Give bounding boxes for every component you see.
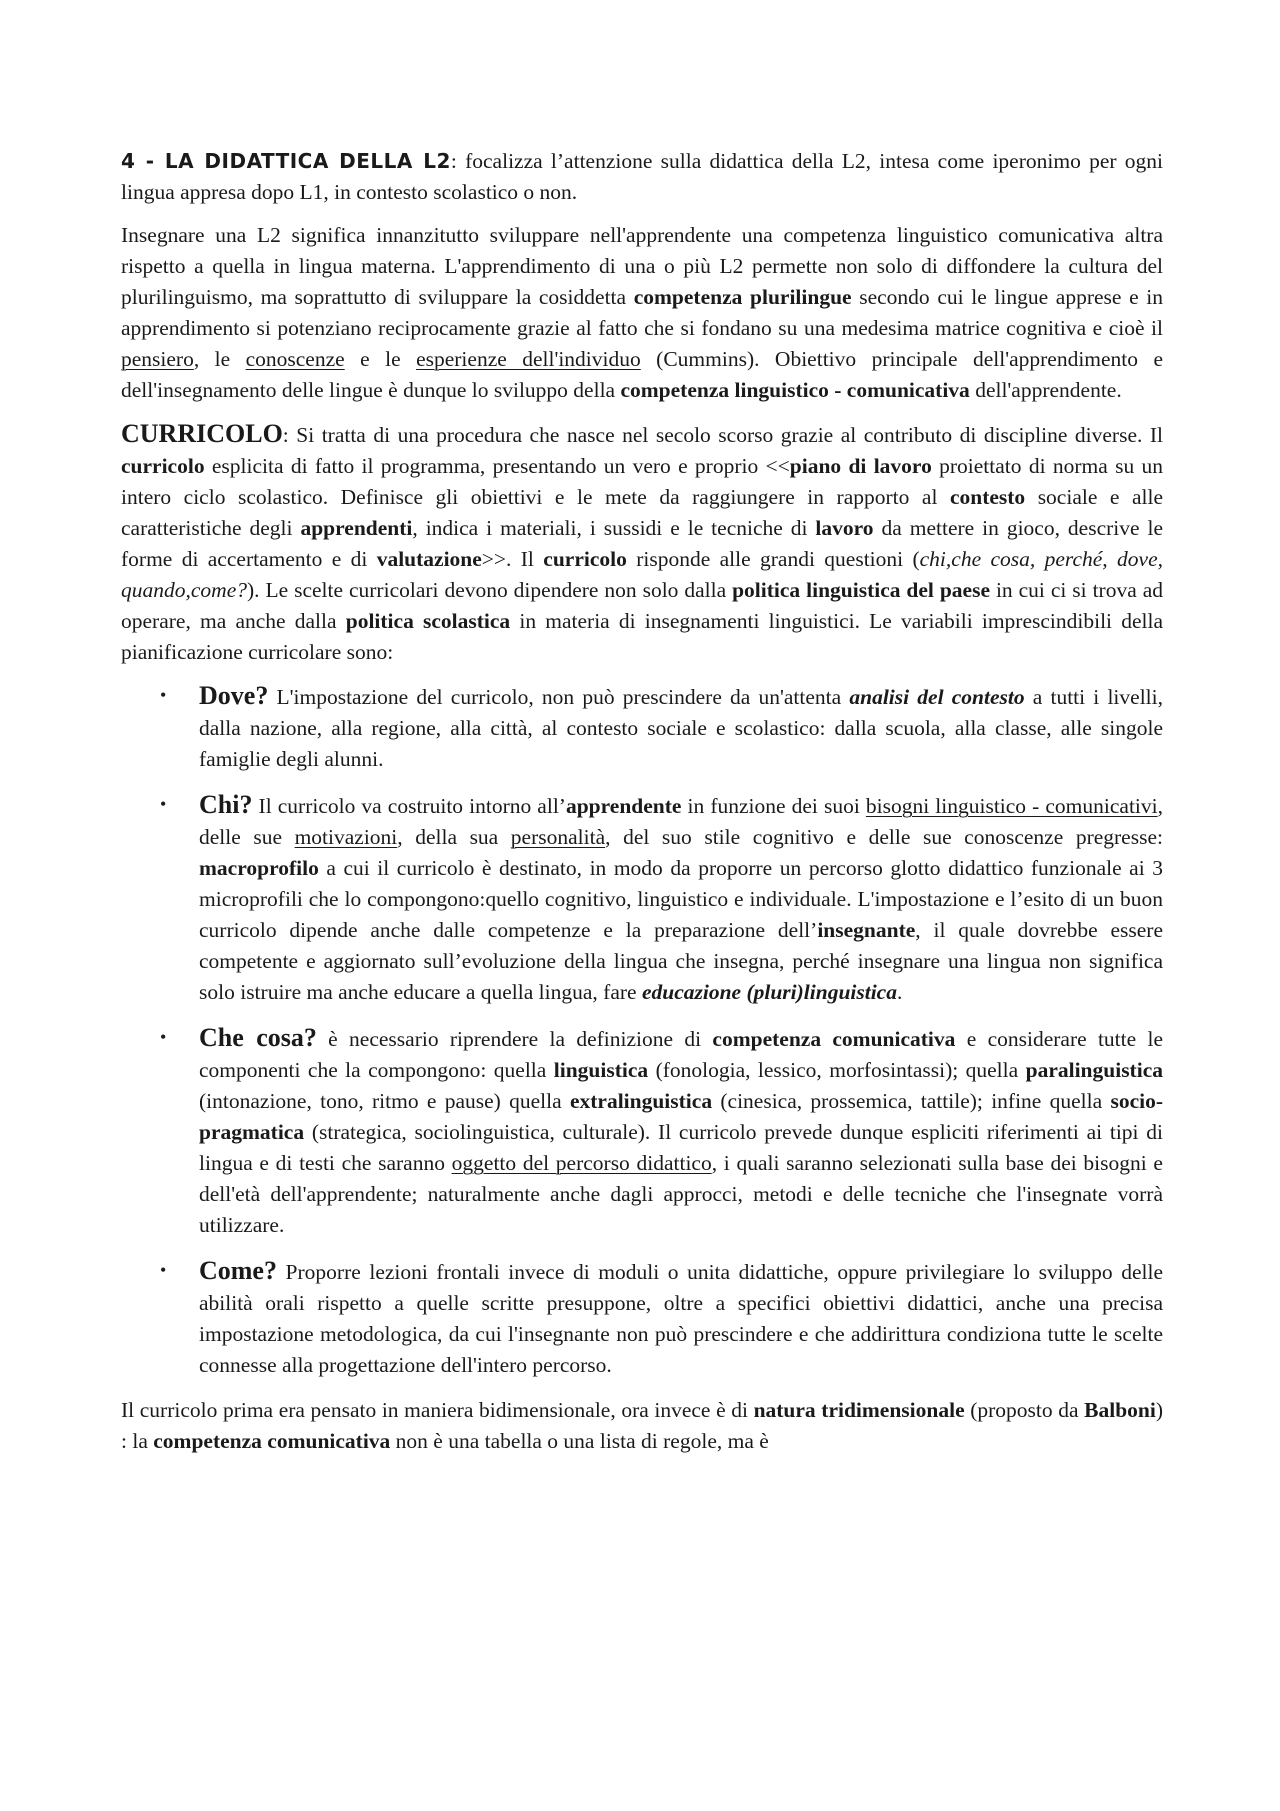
- bold-term: lavoro: [815, 516, 874, 540]
- bold-term: competenza comunicativa: [153, 1429, 391, 1453]
- bold-term: natura tridimensionale: [753, 1398, 965, 1422]
- text-run: L'impostazione del curricolo, non può prescindere da un'attenta: [268, 685, 850, 709]
- variables-list: [121, 680, 1163, 1381]
- italic-term: chi,che cosa, perché, dove, quando,come?: [121, 547, 1164, 602]
- underlined-term: oggetto del percorso didattico: [451, 1151, 712, 1175]
- question-label: Dove?: [199, 681, 269, 710]
- plurilingual-paragraph: [121, 220, 1163, 406]
- underlined-term: motivazioni: [294, 825, 398, 849]
- bold-term: paralinguistica: [1025, 1058, 1163, 1082]
- text-run: da mettere in gioco, descrive le forme di accertamento e di: [121, 516, 1163, 571]
- bold-term: insegnante: [817, 918, 916, 942]
- text-run: Il curricolo va costruito intorno all’: [252, 794, 566, 818]
- bold-term: valutazione: [376, 547, 482, 571]
- list-item-che-cosa: [121, 1022, 1163, 1241]
- bold-italic-term: analisi del contesto: [849, 685, 1025, 709]
- bold-term: piano di lavoro: [789, 454, 932, 478]
- text-run: Il curricolo prima era pensato in maniera bidimensionale, ora invece è di: [121, 1398, 754, 1422]
- text-run: , indica i materiali, i sussidi e le tecniche di: [412, 516, 816, 540]
- bold-term: curricolo: [121, 454, 205, 478]
- bold-term: macroprofilo: [199, 856, 319, 880]
- text-run: (proposto da: [964, 1398, 1085, 1422]
- document-page: [121, 146, 1163, 1469]
- text-run: (intonazione, tono, ritmo e pause) quella: [199, 1089, 570, 1113]
- bold-term: competenza plurilingue: [633, 285, 852, 309]
- underlined-term: esperienze dell'individuo: [416, 347, 641, 371]
- list-item-dove: [121, 680, 1163, 775]
- text-run: esplicita di fatto il programma, presentando un vero e proprio <<: [204, 454, 790, 478]
- text-run: secondo cui le lingue apprese e in apprendimento si potenziano reciprocamente grazie al fatto che si fondano su una medesima matrice cognitiva e cioè il: [121, 285, 1163, 340]
- underlined-term: personalità: [510, 825, 606, 849]
- bold-term: competenza comunicativa: [712, 1027, 956, 1051]
- text-run: (fonologia, lessico, morfosintassi); quella: [648, 1058, 1026, 1082]
- text-run: ) : la: [121, 1398, 1164, 1453]
- bold-term: socio-pragmatica: [199, 1089, 1163, 1144]
- text-run: Proporre lezioni frontali invece di moduli o unita didattiche, oppure privilegiare lo sviluppo delle abilità orali rispetto a quelle scritte presuppone, oltre a specifici obiettivi didattici, anche una precisa impostazione metodologica, da cui l'insegnante non può prescindere e che addirittura condiziona tutte le scelte connesse alla progettazione dell'intero percorso.: [199, 1260, 1163, 1377]
- text-run: , delle sue: [199, 794, 1163, 849]
- section-title: 4 - LA DIDATTICA DELLA L2: [121, 149, 451, 173]
- bold-term: competenza linguistico - comunicativa: [620, 378, 970, 402]
- question-label: Chi?: [199, 790, 253, 819]
- text-run: (strategica, sociolinguistica, culturale). Il curricolo prevede dunque espliciti riferimenti ai tipi di lingua e di testi che saranno: [199, 1120, 1163, 1175]
- bold-italic-term: educazione (pluri)linguistica: [641, 980, 897, 1004]
- text-run: : Si tratta di una procedura che nasce nel secolo scorso grazie al contributo di discipline diverse. Il: [282, 423, 1163, 447]
- intro-text: : focalizza l’attenzione sulla didattica della L2, intesa come iperonimo per ogni lingua appresa dopo L1, in contesto scolastico o non.: [121, 149, 1163, 204]
- text-run: e considerare tutte le componenti che la compongono: quella: [199, 1027, 1164, 1082]
- list-item-come: [121, 1255, 1163, 1381]
- bold-term: apprendenti: [300, 516, 413, 540]
- text-run: >>. Il: [481, 547, 544, 571]
- text-run: in materia di insegnamenti linguistici. Le variabili imprescindibili della pianificazione curricolare sono:: [121, 609, 1163, 664]
- text-run: Insegnare una L2 significa innanzitutto sviluppare nell'apprendente una competenza linguistico comunicativa altra rispetto a quella in lingua materna. L'apprendimento di una o più L2 permette non solo di diffondere la cultura del plurilinguismo, ma soprattutto di sviluppare la cosiddetta: [121, 223, 1163, 309]
- text-run: ). Le scelte curricolari devono dipendere non solo dalla: [247, 578, 733, 602]
- text-run: risponde alle grandi questioni (: [626, 547, 920, 571]
- text-run: proiettato di norma su un intero ciclo scolastico. Definisce gli obiettivi e le mete da raggiungere in rapporto al: [121, 454, 1163, 509]
- text-run: (Cummins). Obiettivo principale dell'apprendimento e dell'insegnamento delle lingue è dunque lo sviluppo della: [121, 347, 1164, 402]
- bold-term: Balboni: [1084, 1398, 1156, 1422]
- text-run: sociale e alle caratteristiche degli: [121, 485, 1163, 540]
- question-label: Che cosa?: [199, 1023, 317, 1052]
- text-run: in funzione dei suoi: [681, 794, 866, 818]
- underlined-term: pensiero: [121, 347, 194, 371]
- text-run: , i quali saranno selezionati sulla base dei bisogni e dell'età dell'apprendente; naturalmente anche dagli approcci, metodi e delle tecniche che l'insegnate vorrà utilizzare.: [199, 1151, 1163, 1237]
- text-run: e le: [344, 347, 417, 371]
- text-run: , del suo stile cognitivo e delle sue conoscenze pregresse:: [605, 825, 1163, 849]
- underlined-term: conoscenze: [245, 347, 345, 371]
- bold-term: linguistica: [553, 1058, 649, 1082]
- text-run: dell'apprendente.: [969, 378, 1122, 402]
- text-run: in cui ci si trova ad operare, ma anche dalla: [121, 578, 1163, 633]
- list-item-chi: [121, 789, 1163, 1008]
- question-label: Come?: [199, 1256, 277, 1285]
- text-run: non è una tabella o una lista di regole, ma è: [390, 1429, 769, 1453]
- bold-term: curricolo: [543, 547, 627, 571]
- final-paragraph: [121, 1395, 1163, 1457]
- intro-paragraph: [121, 146, 1163, 208]
- text-run: , le: [193, 347, 246, 371]
- text-run: .: [896, 980, 903, 1004]
- bold-term: extralinguistica: [569, 1089, 713, 1113]
- bold-term: contesto: [949, 485, 1026, 509]
- bold-term: politica scolastica: [345, 609, 511, 633]
- bold-term: apprendente: [565, 794, 682, 818]
- underlined-term: bisogni linguistico - comunicativi: [865, 794, 1158, 818]
- curricolo-paragraph: [121, 418, 1163, 668]
- text-run: a cui il curricolo è destinato, in modo da proporre un percorso glotto didattico funzionale ai 3 microprofili che lo compongono:quello cognitivo, linguistico e individuale. L'impostazione e l’esito di un buon curricolo dipende anche dalle competenze e la preparazione dell’: [199, 856, 1163, 942]
- text-run: , il quale dovrebbe essere competente e aggiornato sull’evoluzione della lingua che insegna, perché insegnare una lingua non significa solo istruire ma anche educare a quella lingua, fare: [199, 918, 1163, 1004]
- text-run: è necessario riprendere la definizione di: [316, 1027, 713, 1051]
- curricolo-heading: CURRICOLO: [121, 419, 283, 448]
- text-run: (cinesica, prossemica, tattile); infine quella: [712, 1089, 1111, 1113]
- bold-term: politica linguistica del paese: [732, 578, 991, 602]
- text-run: a tutti i livelli, dalla nazione, alla regione, alla città, al contesto sociale e scolastico: dalla scuola, alla classe, alle singole famiglie degli alunni.: [199, 685, 1163, 771]
- text-run: , della sua: [397, 825, 511, 849]
